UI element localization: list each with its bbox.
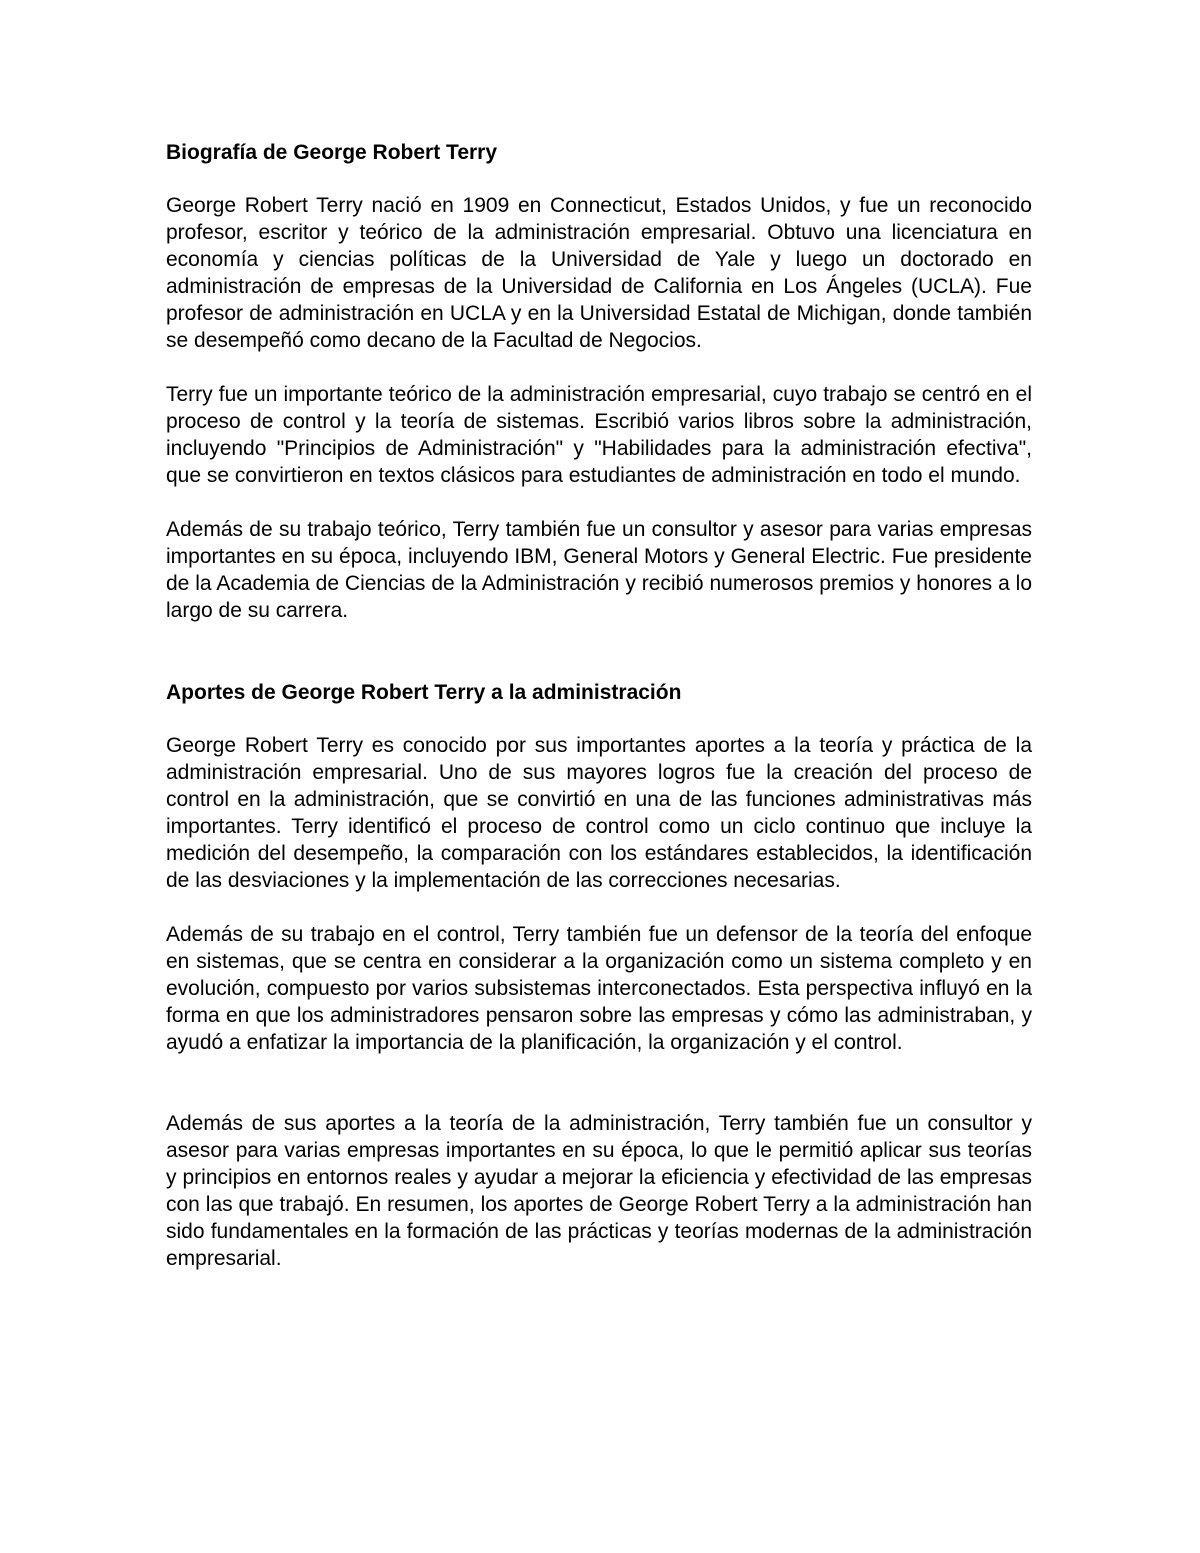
section-heading-aportes: Aportes de George Robert Terry a la administración	[166, 681, 682, 704]
document-body	[166, 139, 1032, 1272]
paragraph-biografia-2: Terry fue un importante teórico de la administración empresarial, cuyo trabajo se centró en el proceso de control y la teoría de sistemas. Escribió varios libros sobre la administración, incluyendo "Principios de Administración" y "Habilidades para la administración efectiva", que se convirtieron en textos clásicos para estudiantes de administración en todo el mundo.	[166, 383, 1032, 487]
section-heading-biografia: Biografía de George Robert Terry	[166, 141, 498, 164]
paragraph-aportes-1: George Robert Terry es conocido por sus importantes aportes a la teoría y práctica de la administración empresarial. Uno de sus mayores logros fue la creación del proceso de control en la administración, que se convirtió en una de las funciones administrativas más importantes. Terry identificó el proceso de control como un ciclo continuo que incluye la medición del desempeño, la comparación con los estándares establecidos, la identificación de las desviaciones y la implementación de las correcciones necesarias.	[166, 734, 1032, 892]
paragraph-aportes-2: Además de su trabajo en el control, Terry también fue un defensor de la teoría del enfoque en sistemas, que se centra en considerar a la organización como un sistema completo y en evolución, compuesto por varios subsistemas interconectados. Esta perspectiva influyó en la forma en que los administradores pensaron sobre las empresas y cómo las administraban, y ayudó a enfatizar la importancia de la planificación, la organización y el control.	[166, 923, 1032, 1054]
paragraph-biografia-1: George Robert Terry nació en 1909 en Connecticut, Estados Unidos, y fue un reconocido profesor, escritor y teórico de la administración empresarial. Obtuvo una licenciatura en economía y ciencias políticas de la Universidad de Yale y luego un doctorado en administración de empresas de la Universidad de California en Los Ángeles (UCLA). Fue profesor de administración en UCLA y en la Universidad Estatal de Michigan, donde también se desempeñó como decano de la Facultad de Negocios.	[166, 194, 1032, 352]
paragraph-aportes-3: Además de sus aportes a la teoría de la administración, Terry también fue un consultor y asesor para varias empresas importantes en su época, lo que le permitió aplicar sus teorías y principios en entornos reales y ayudar a mejorar la eficiencia y efectividad de las empresas con las que trabajó. En resumen, los aportes de George Robert Terry a la administración han sido fundamentales en la formación de las prácticas y teorías modernas de la administración empresarial.	[166, 1112, 1032, 1270]
paragraph-biografia-3: Además de su trabajo teórico, Terry también fue un consultor y asesor para varias empresas importantes en su época, incluyendo IBM, General Motors y General Electric. Fue presidente de la Academia de Ciencias de la Administración y recibió numerosos premios y honores a lo largo de su carrera.	[166, 518, 1032, 622]
